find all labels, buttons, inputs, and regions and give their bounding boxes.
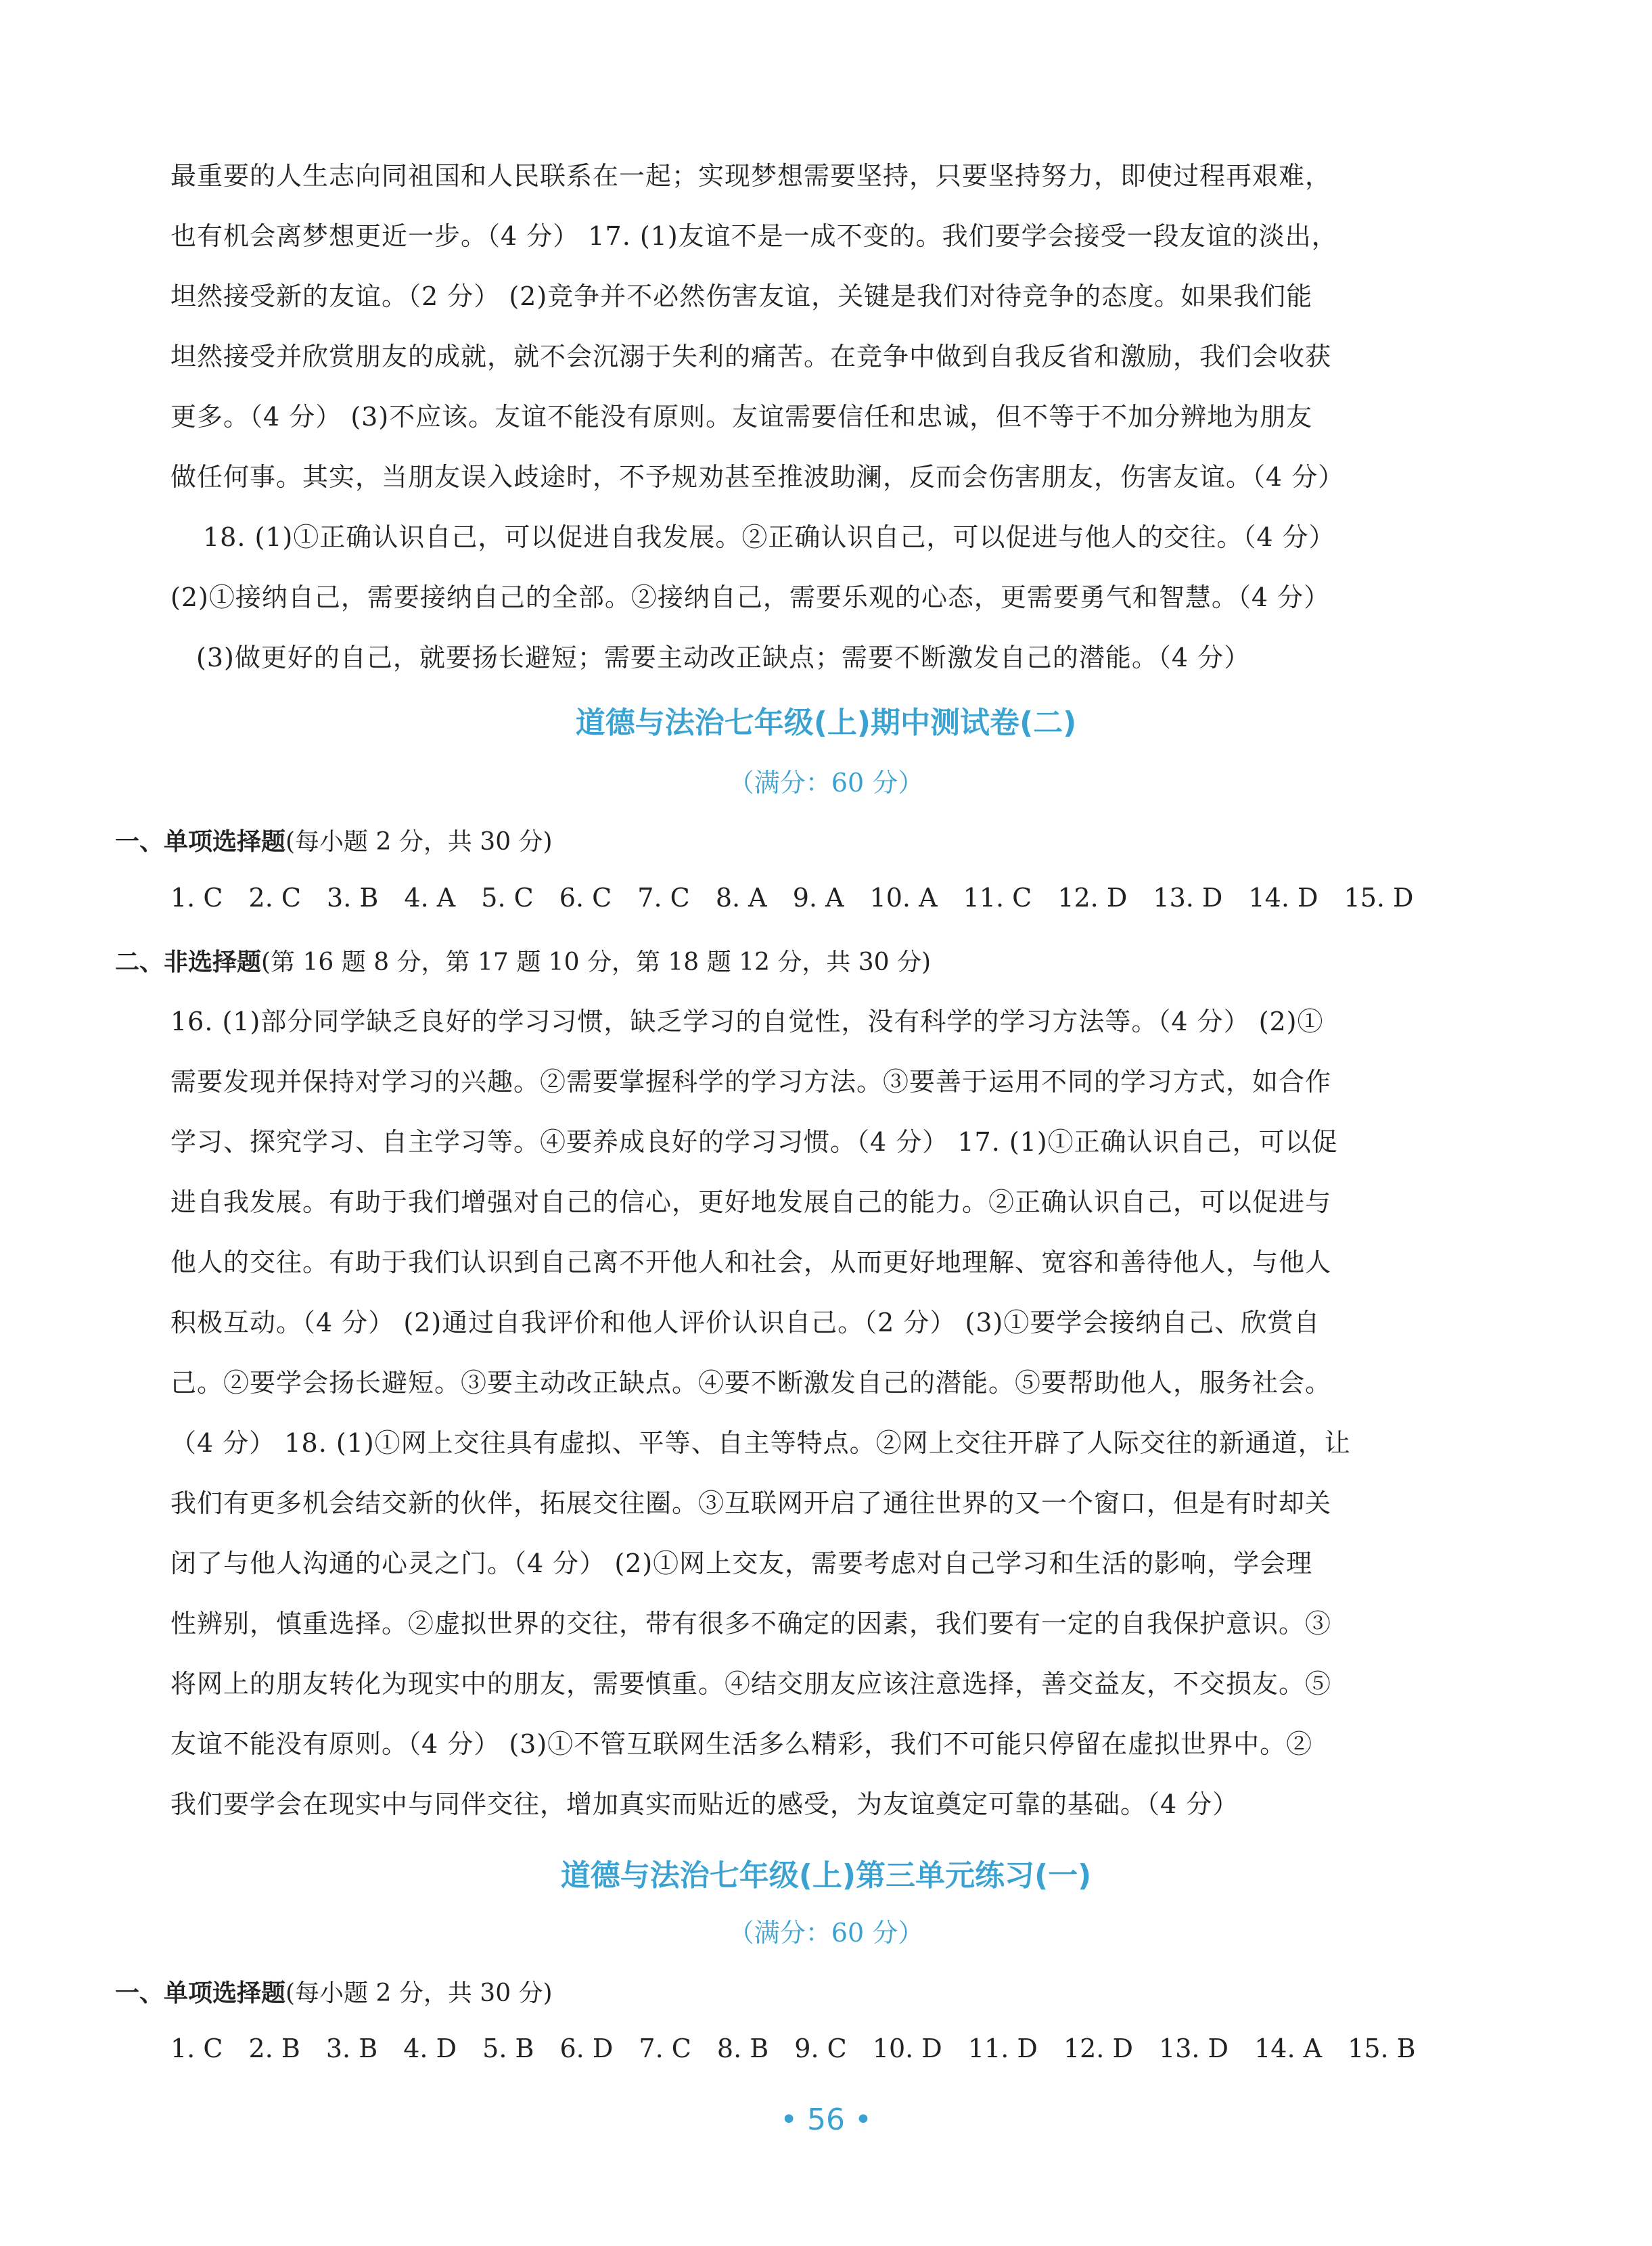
- text-line: 进自我发展。有助于我们增强对自己的信心，更好地发展自己的能力。②正确认识自己，可以促进与: [170, 1187, 1332, 1217]
- answer-item: 9. A: [792, 883, 844, 913]
- text-line: (3)做更好的自己，就要扬长避短；需要主动改正缺点；需要不断激发自己的潜能。（4 分）: [196, 643, 1251, 672]
- answer-item: 1. C: [170, 2034, 223, 2063]
- text-line: 他人的交往。有助于我们认识到自己离不开他人和社会，从而更好地理解、宽容和善待他人，与他人: [170, 1247, 1332, 1277]
- answer-item: 3. B: [325, 2034, 378, 2063]
- section-lead: 一、单项选择题: [115, 828, 286, 856]
- answer-item: 14. D: [1248, 883, 1318, 913]
- answer-item: 7. C: [639, 2034, 691, 2063]
- answer-item: 2. B: [248, 2034, 300, 2063]
- answer-key-row: [170, 883, 1431, 913]
- text-line: 积极互动。（4 分） (2)通过自我评价和他人评价认识自己。（2 分） (3)①要学会接纳自己、欣赏自: [170, 1308, 1321, 1337]
- answer-item: 11. D: [967, 2034, 1038, 2063]
- answer-item: 8. A: [715, 883, 767, 913]
- answer-item: 1. C: [170, 883, 223, 913]
- answer-item: 5. B: [482, 2034, 534, 2063]
- answer-key-row: [170, 2034, 1433, 2063]
- text-line: 16. (1)部分同学缺乏良好的学习习惯，缺乏学习的自觉性，没有科学的学习方法等。（4 分） (2)①: [170, 1007, 1324, 1036]
- text-line: 做任何事。其实，当朋友误入歧途时，不予规劝甚至推波助澜，反而会伤害朋友，伤害友谊。（4 分）: [170, 462, 1345, 492]
- section-heading: [115, 823, 553, 857]
- answer-block-continued: [170, 146, 1422, 688]
- page-number: • 56 •: [780, 2103, 872, 2137]
- section-note: (每小题 2 分，共 30 分): [285, 1979, 553, 2007]
- answer-item: 12. D: [1063, 2034, 1133, 2063]
- text-line: 18. (1)①正确认识自己，可以促进自我发展。②正确认识自己，可以促进与他人的交往。（4 分）: [203, 522, 1335, 552]
- answer-item: 13. D: [1153, 883, 1223, 913]
- text-line: 学习、探究学习、自主学习等。④要养成良好的学习习惯。（4 分） 17. (1)①正确认识自己，可以促: [170, 1127, 1338, 1157]
- exam-subtitle: （满分：60 分）: [728, 768, 924, 798]
- answer-item: 7. C: [637, 883, 690, 913]
- answer-item: 10. A: [869, 883, 938, 913]
- section-heading: [115, 1974, 553, 2009]
- text-line: 需要发现并保持对学习的兴趣。②需要掌握科学的学习方法。③要善于运用不同的学习方式，如合作: [170, 1067, 1332, 1097]
- answer-item: 6. C: [559, 883, 612, 913]
- answer-item: 15. B: [1348, 2034, 1416, 2063]
- section-lead: 一、单项选择题: [115, 1979, 286, 2007]
- text-line: 坦然接受新的友谊。（2 分） (2)竞争并不必然伤害友谊，关键是我们对待竞争的态度。如果我们能: [170, 281, 1313, 311]
- text-line: 己。②要学会扬长避短。③要主动改正缺点。④要不断激发自己的潜能。⑤要帮助他人，服务社会。: [170, 1368, 1332, 1398]
- answer-item: 9. C: [794, 2034, 847, 2063]
- answer-block: [170, 992, 1422, 1835]
- section-note: (第 16 题 8 分，第 17 题 10 分，第 18 题 12 分，共 30 分): [261, 948, 932, 976]
- text-line: （4 分） 18. (1)①网上交往具有虚拟、平等、自主等特点。②网上交往开辟了人际交往的新通道，让: [170, 1428, 1351, 1458]
- exam-title: 道德与法治七年级(上)第三单元练习(一): [560, 1858, 1092, 1893]
- text-line: 将网上的朋友转化为现实中的朋友，需要慎重。④结交朋友应该注意选择，善交益友，不交损友。⑤: [170, 1669, 1332, 1699]
- answer-item: 2. C: [248, 883, 301, 913]
- answer-item: 4. A: [404, 883, 456, 913]
- answer-item: 6. D: [559, 2034, 614, 2063]
- answer-item: 5. C: [481, 883, 534, 913]
- text-line: 友谊不能没有原则。（4 分） (3)①不管互联网生活多么精彩，我们不可能只停留在虚拟世界中。②: [170, 1729, 1313, 1759]
- answer-item: 10. D: [872, 2034, 942, 2063]
- answer-item: 13. D: [1159, 2034, 1229, 2063]
- section-note: (每小题 2 分，共 30 分): [285, 828, 553, 856]
- answer-item: 11. C: [963, 883, 1032, 913]
- text-line: 我们有更多机会结交新的伙伴，拓展交往圈。③互联网开启了通往世界的又一个窗口，但是有时却关: [170, 1488, 1332, 1518]
- section-heading: [115, 943, 931, 978]
- answer-item: 4. D: [403, 2034, 457, 2063]
- answer-item: 3. B: [327, 883, 379, 913]
- answer-item: 15. D: [1344, 883, 1414, 913]
- answer-item: 8. B: [716, 2034, 769, 2063]
- exam-subtitle: （满分：60 分）: [728, 1918, 924, 1948]
- answer-item: 12. D: [1057, 883, 1128, 913]
- text-line: 性辨别，慎重选择。②虚拟世界的交往，带有很多不确定的因素，我们要有一定的自我保护意识。③: [170, 1609, 1332, 1638]
- answer-item: 14. A: [1254, 2034, 1323, 2063]
- text-line: 更多。（4 分） (3)不应该。友谊不能没有原则。友谊需要信任和忠诚，但不等于不加分辨地为朋友: [170, 402, 1313, 432]
- text-line: 坦然接受并欣赏朋友的成就，就不会沉溺于失利的痛苦。在竞争中做到自我反省和激励，我们会收获: [170, 342, 1332, 371]
- exam-title: 道德与法治七年级(上)期中测试卷(二): [575, 706, 1077, 740]
- section-lead: 二、非选择题: [115, 948, 262, 976]
- text-line: (2)①接纳自己，需要接纳自己的全部。②接纳自己，需要乐观的心态，更需要勇气和智慧。（4 分）: [170, 582, 1331, 612]
- text-line: 最重要的人生志向同祖国和人民联系在一起；实现梦想需要坚持，只要坚持努力，即使过程再艰难，: [170, 161, 1332, 191]
- text-line: 闭了与他人沟通的心灵之门。（4 分） (2)①网上交友，需要考虑对自己学习和生活的影响，学会理: [170, 1549, 1313, 1578]
- text-line: 我们要学会在现实中与同伴交往，增加真实而贴近的感受，为友谊奠定可靠的基础。（4 分）: [170, 1789, 1239, 1819]
- text-line: 也有机会离梦想更近一步。（4 分） 17. (1)友谊不是一成不变的。我们要学会接受一段友谊的淡出，: [170, 221, 1338, 251]
